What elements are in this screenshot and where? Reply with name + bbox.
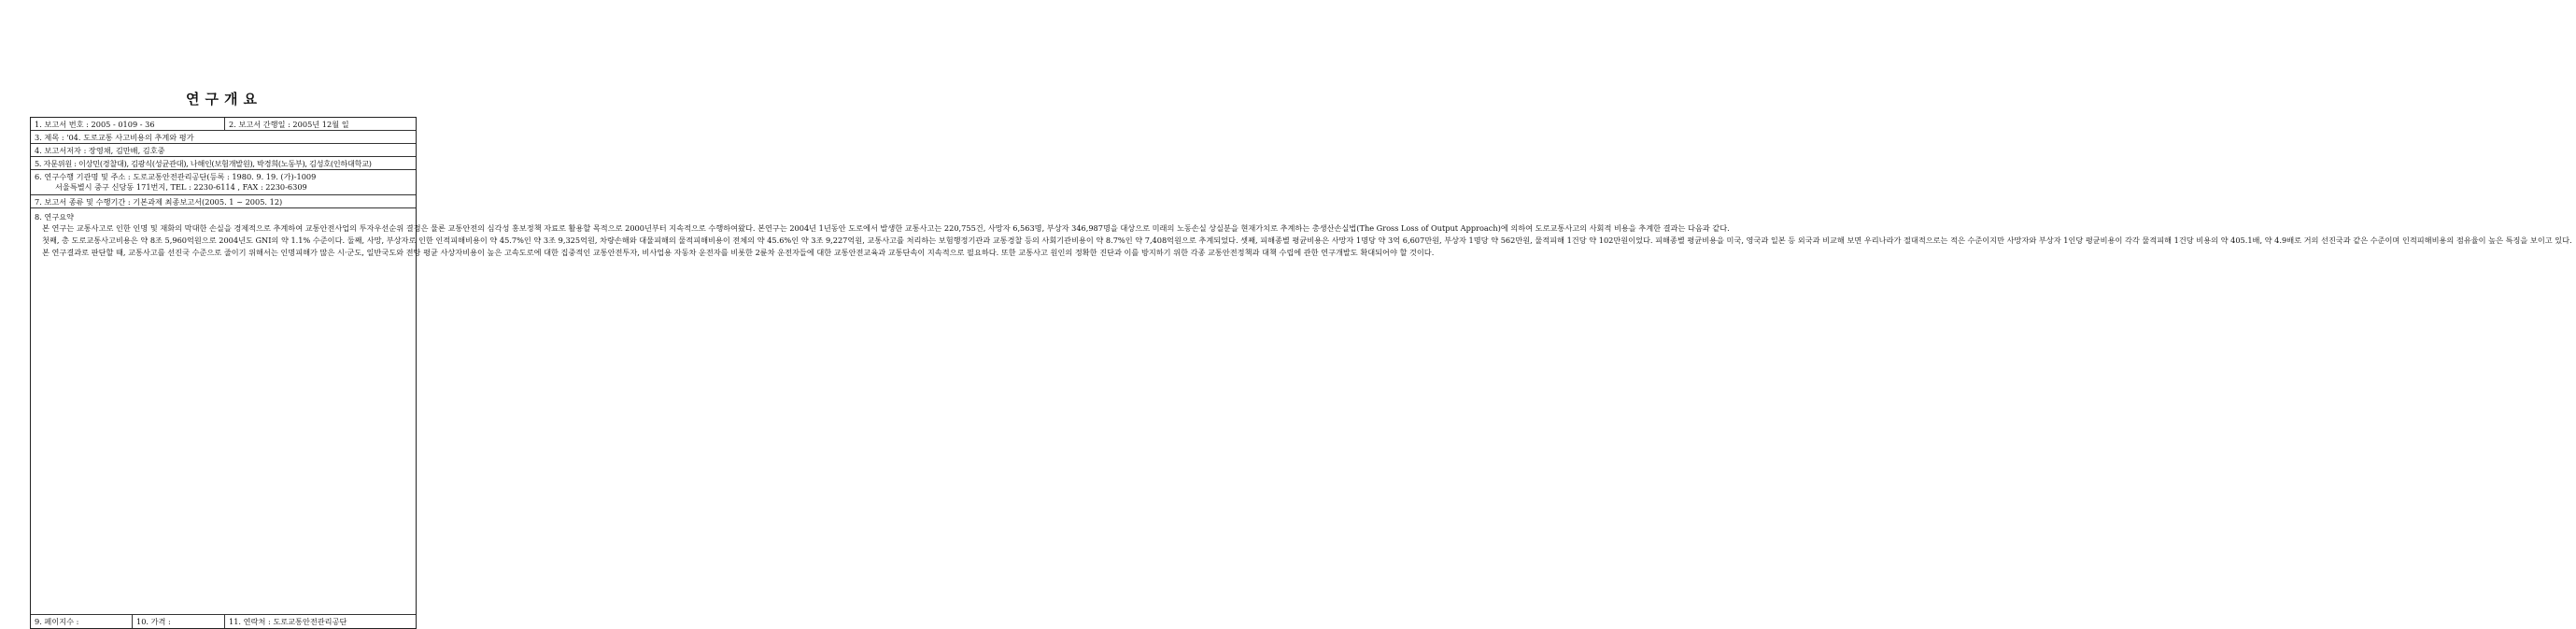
row-summary (31, 208, 2572, 615)
institution-address-line: 서울특별시 중구 신당동 171번지, TEL : 2230-6114 , FAX : 2230-6309 (55, 182, 307, 192)
report-authors: 4. 보고서저자 : 장영채, 김만배, 김호중 (35, 146, 165, 155)
summary-paragraph-2: 첫째, 총 도로교통사고비용은 약 8조 5,960억원으로 2004년도 GNI의 약 1.1% 수준이다. 둘째, 사망, 부상자로 인한 인적피해비용이 약 45.7%인 약 3조 9,325억원, 차량손해와 대물피해의 물적피해비용이 전체의 약 45.6%인 약 3조 9,227억원, 교통사고를 처리하는 보험행정기관과 교통경찰 등의 사회기관비용이 약 8.7%인 약 7,408억원으로 추계되었다. 셋째, 피해종별 평균비용은 사망자 1명당 약 3억 6,607만원, 부상자 1명당 약 562만원, 물적피해 1건당 약 102만원이었다. 피해종별 평균비용을 미국, 영국과 일본 등 외국과 비교해 보면 우리나라가 절대적으로는 적은 수준이지만 사망자와 부상자 1인당 평균비용이 각각 물적피해 1건당 비용의 약 405.1배, 약 4.9배로 거의 선진국과 같은 수준이며 인적피해비용의 점유율이 높은 특징을 보이고 있다. (42, 235, 2572, 245)
row-authors (31, 144, 416, 157)
report-type: 7. 보고서 종류 및 수행기간 : 기본과제 최종보고서(2005. 1 ~ 2005. 12) (35, 197, 283, 207)
row-footer (31, 615, 416, 628)
institution (31, 170, 416, 194)
institution-name-line: 6. 연구수행 기관명 및 주소 : 도로교통안전관리공단(등록 : 1980. 9. 19. (가)-1009 (35, 172, 317, 181)
row-report-type (31, 195, 416, 208)
price: 10. 가격 : (132, 615, 224, 628)
report-number: 1. 보고서 번호 : 2005 - 0109 - 36 (35, 120, 155, 129)
row-report-info (31, 118, 416, 131)
summary-heading: 8. 연구요약 (35, 212, 75, 222)
report-title: 3. 제목 : '04. 도로교통 사고비용의 추계와 평가 (35, 133, 194, 142)
summary-paragraph-3: 본 연구결과로 판단할 때, 교통사고를 선진국 수준으로 줄이기 위해서는 인명피해가 많은 시·군도, 일반국도와 전탕 평균 사상자비용이 높은 고속도로에 대한 집중적인 교통안전투자, 비사업용 자동차 운전자를 비롯한 2륜차 운전자들에 대한 교통안전교육과 교통단속이 지속적으로 필요하다. 또한 교통사고 원인의 정확한 진단과 이를 방지하기 위한 각종 교통안전정책과 대책 수립에 관한 연구개발도 확대되어야 할 것이다. (42, 247, 1435, 257)
page-title: 연구개요 (186, 91, 262, 107)
row-institution (31, 170, 416, 195)
row-title (31, 131, 416, 144)
advisors: 5. 자문위원 : 이상민(경찰대), 김광식(성균관대), 나해인(보험개발원), 박경희(노동부), 김성호(인하대학교) (35, 159, 372, 168)
report-overview-table (30, 117, 2572, 629)
contact: 11. 연락처 : 도로교통안전관리공단 (224, 615, 416, 628)
page-count: 9. 페이지수 : (35, 617, 79, 626)
row-advisors (31, 157, 416, 170)
research-summary (31, 208, 2576, 614)
issue-date: 2. 보고서 간행일 : 2005년 12월 일 (224, 118, 416, 130)
summary-paragraph-1: 본 연구는 교통사고로 인한 인명 및 재화의 막대한 손실을 경제적으로 추계하여 교통안전사업의 투자우선순위 결정은 물론 교통안전의 심각성 홍보정책 자료로 활용할 목적으로 2000년부터 지속적으로 수행하여왔다. 본연구는 2004년 1년동안 도로에서 발생한 교통사고는 220,755건, 사망자 6,563명, 부상자 346,987명을 대상으로 미래의 노동손실 상실분을 현재가치로 추계하는 총생산손실법(The Gross Loss of Output Approach)에 의하여 도로교통사고의 사회적 비용을 추계한 결과는 다음과 같다. (42, 223, 1730, 233)
